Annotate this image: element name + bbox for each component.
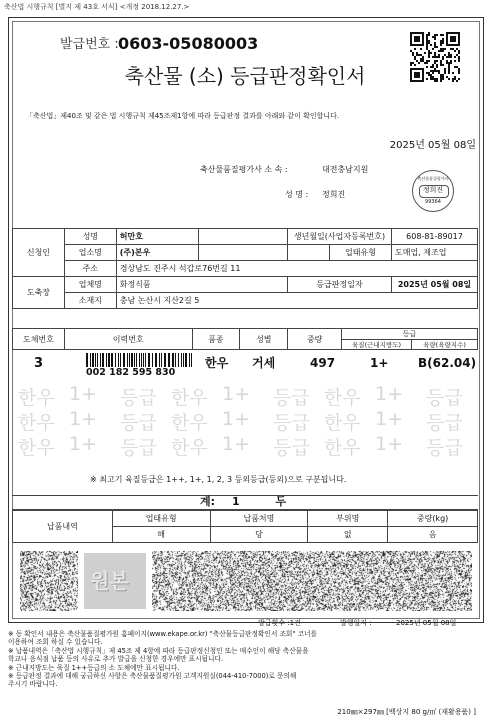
watermark-word: 한우 [171, 437, 208, 459]
security-pattern-left [20, 551, 78, 611]
watermark-word: 등급 [426, 437, 463, 459]
grader-seal: 축산물품질평가사 정희진 99364 [412, 170, 454, 212]
issue-date: 발행일자 : [340, 619, 372, 627]
watermark-word: 등급 [273, 412, 310, 434]
total-label: 계: [200, 495, 216, 508]
applicant-biztype: 도매업, 제조업 [391, 245, 477, 261]
issue-date-value: 2025년 05월 08일 [396, 619, 457, 627]
intro-text: 「축산법」제40조 및 같은 법 시행규칙 제45조제1항에 따라 등급판정 결과를 아래와 같이 확인합니다. [26, 112, 340, 120]
security-band [12, 545, 478, 615]
watermark-word: 1+ [375, 433, 404, 455]
slaughter-section-label: 도축장 [13, 277, 65, 309]
breed: 한우 [205, 356, 229, 370]
applicant-table: 신청인 성명 허만호 생년월일(사업자등록번호) 608-81-89017 업소명 (주)본우 업태유형 도매업, 제조업 주소 경상남도 진주시 석갑로76번길 11 도축장 업체명 화정식품 등급판정일자 2025년 05월 08일 소재지 충남 논산시 지산2길 5 [12, 228, 478, 309]
slaughter-date: 2025년 05월 08일 [391, 277, 477, 293]
watermark-word: 등급 [426, 387, 463, 409]
applicant-name: 허만호 [116, 229, 198, 245]
watermark-word: 한우 [18, 437, 55, 459]
applicant-company: (주)본우 [116, 245, 198, 261]
document-title: 축산물 (소) 등급판정확인서 [124, 64, 366, 88]
watermark-word: 1+ [222, 408, 251, 430]
watermark-word: 한우 [171, 412, 208, 434]
issue-count: 발급횟수 :1건 [258, 619, 301, 627]
original-stamp: 원본 [84, 553, 146, 609]
delivery-section-label: 납품내역 [13, 511, 113, 543]
watermark-word: 등급 [426, 412, 463, 434]
watermark-word: 1+ [222, 433, 251, 455]
grade-note: ※ 최고기 육질등급은 1++, 1+, 1, 2, 3 등외등급(등외)으로 구분됩니다. [90, 475, 347, 484]
watermark-word: 1+ [69, 433, 98, 455]
security-pattern-right [152, 551, 472, 611]
grader-affiliation: 대전충남지원 [322, 165, 369, 174]
delivery-table: 납품내역 업태유형 납품처명 부위명 중량(kg) 해 당 없 음 [12, 510, 478, 543]
carcass-number: 3 [34, 356, 44, 371]
noise-pattern [20, 551, 78, 611]
trace-number: 002 182 595 830 [86, 367, 176, 378]
issue-number-label: 발급번호 : [60, 37, 119, 52]
watermark-word: 1+ [69, 383, 98, 405]
total-value: 1 두 [232, 495, 303, 508]
grader-name-label: 성 명 : [285, 190, 309, 199]
watermark-word: 1+ [375, 383, 404, 405]
grader-name: 정희진 [322, 190, 346, 199]
slaughter-location: 충남 논산시 지산2길 5 [116, 293, 477, 309]
watermark-word: 한우 [18, 412, 55, 434]
sex: 거세 [252, 356, 276, 370]
yield-grade: B(62.04) [418, 356, 477, 370]
noise-pattern [152, 551, 472, 611]
watermark-word: 등급 [273, 437, 310, 459]
watermark-word: 등급 [273, 387, 310, 409]
applicant-address: 경상남도 진주시 석갑로76번길 11 [116, 261, 477, 277]
confirmation-date: 2025년 05월 08일 [389, 140, 476, 151]
meat-quality-grade: 1+ [370, 356, 389, 370]
paper-spec: 210㎜×297㎜ [백상지 80 g/㎡ (재활용품) ] [337, 708, 476, 716]
footnotes: ※ 동 확인서 내용은 축산물품질평가원 홈페이지(www.ekape.or.kr) "축산물등급판정확인서 조회" 코너를 이용하여 조회 하실 수 있습니다. ※ 납품내역은「축산법 시행규칙」제 45조 제 4항에 따라 등급판정신청인 또는 매수인이 해당 축산물을 학교나 음식점 납품 등의 사유로 추가 발급을 신청한 경우에만 표시됩니다. ※ 근내지방도는 육질 1++등급의 소 도체에만 표시됩니다. ※ 등급판정 결과에 대해 궁금하신 사항은 축산물품질평가원 고객지원실(044-410-7000)로 문의해 주시기 바랍니다. [8, 630, 317, 689]
watermark-word: 1+ [69, 408, 98, 430]
watermark-word: 한우 [324, 387, 361, 409]
grader-affiliation-label: 축산물품질평가사 소 속 : [200, 165, 288, 174]
watermark-word: 1+ [222, 383, 251, 405]
watermark-word: 등급 [120, 437, 157, 459]
watermark-word: 한우 [171, 387, 208, 409]
trace-barcode [86, 353, 194, 367]
watermark-word: 등급 [120, 387, 157, 409]
watermark-word: 한우 [324, 412, 361, 434]
watermark-word: 한우 [18, 387, 55, 409]
slaughter-company: 화정식품 [116, 277, 287, 293]
watermark-word: 등급 [120, 412, 157, 434]
form-header-note: 축산법 시행규칙 [별지 제 43호 서식] <개정 2018.12.27.> [4, 3, 190, 11]
grading-result-table: 도체번호 이력번호 품종 성별 중량 등급 육질(근내지방도) 육량(육량지수) [12, 328, 478, 350]
applicant-section-label: 신청인 [13, 229, 65, 277]
watermark-word: 1+ [375, 408, 404, 430]
watermark-word: 한우 [324, 437, 361, 459]
applicant-birth: 608-81-89017 [391, 229, 477, 245]
issue-number: 0603-05080003 [118, 34, 259, 53]
carcass-weight: 497 [310, 356, 336, 370]
